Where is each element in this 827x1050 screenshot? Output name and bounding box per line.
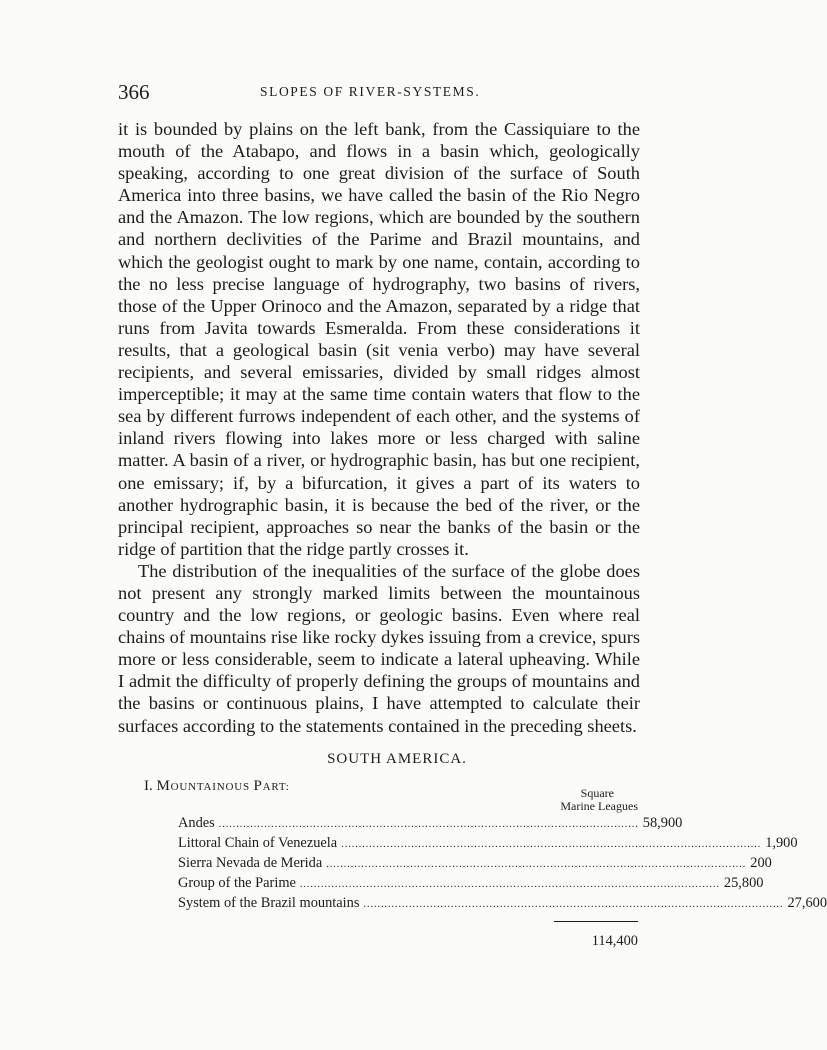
page-number: 366 (118, 80, 150, 104)
row-label: Littoral Chain of Venezuela (178, 834, 338, 851)
row-value: 27,600 (787, 894, 827, 911)
row-value: 58,900 (642, 814, 683, 831)
table-total: 114,400 (591, 932, 638, 949)
unit-heading-line-1: Square (580, 785, 614, 800)
total-rule (554, 921, 638, 922)
unit-heading (538, 787, 638, 813)
table-row (178, 894, 827, 915)
book-page (118, 70, 827, 987)
running-head: SLOPES OF RIVER-SYSTEMS. (260, 84, 481, 99)
dot-leader: ........................................................................................................................ (341, 838, 762, 850)
paragraph-2: The distribution of the inequalities of the surface of the globe does not present any strongly marked limits between the mountainous country and the low regions, or geologic basins. Even where real chains of mountains rise like rocky dykes issuing from a crevice, spurs more or less considerable, seem to indicate a lateral upheaving. While I admit the difficulty of properly defining the groups of mountains and the basins or continuous plains, I have attempted to calculate their surfaces according to the statements contained in the preceding sheets. (118, 560, 640, 736)
paragraph-1: it is bounded by plains on the left bank, from the Cassiquiare to the mouth of the Atabapo, and flows in a basin which, geologically speaking, according to one great division of the surface of South America into three basins, we have called the basin of the Rio Negro and the Amazon. The low regions, which are bounded by the southern and northern declivities of the Parime and Brazil mountains, and which the geologist ought to mark by one name, contain, according to the no less precise language of hydrography, two basins of rivers, those of the Upper Orinoco and the Amazon, separated by a ridge that runs from Javita towards Esmeralda. From these considerations it results, that a geological basin (sit venia verbo) may have several recipients, and several emissaries, divided by small ridges almost imperceptible; it may at the same time contain waters that flow to the sea by different furrows independent of each other, and the systems of inland rivers flowing into lakes more or less charged with saline matter. A basin of a river, or hydrographic basin, has but one recipient, one emissary; if, by a bifurcation, it gives a part of its waters to another hydrographic basin, it is because the bed of the river, or the principal recipient, approaches so near the banks of the basin or the ridge of partition that the ridge partly crosses it. (118, 119, 640, 559)
row-value: 200 (750, 854, 772, 871)
table-row (178, 834, 798, 855)
table-row (178, 814, 683, 835)
part-numeral: I. (144, 777, 153, 794)
unit-heading-line-2: Marine Leagues (560, 798, 638, 813)
dot-leader: ........................................................................................................................ (299, 878, 720, 890)
part-label: MOUNTAINOUS PART: (156, 777, 290, 794)
page-header (118, 70, 640, 106)
dot-leader: ........................................................................................................................ (326, 858, 747, 870)
row-value: 25,800 (723, 874, 764, 891)
row-label: Sierra Nevada de Merida (178, 854, 323, 871)
body-text (118, 118, 640, 737)
row-value: 1,900 (765, 834, 798, 851)
dot-leader: ........................................................................................................................ (218, 818, 639, 830)
dot-leader: ........................................................................................................................ (363, 898, 784, 910)
row-label: System of the Brazil mountains (178, 894, 360, 911)
row-label: Group of the Parime (178, 874, 296, 891)
table-rows (178, 814, 827, 915)
table-row (178, 874, 764, 895)
section-title: SOUTH AMERICA. (327, 750, 467, 767)
table-row (178, 854, 772, 875)
row-label: Andes (178, 814, 215, 831)
